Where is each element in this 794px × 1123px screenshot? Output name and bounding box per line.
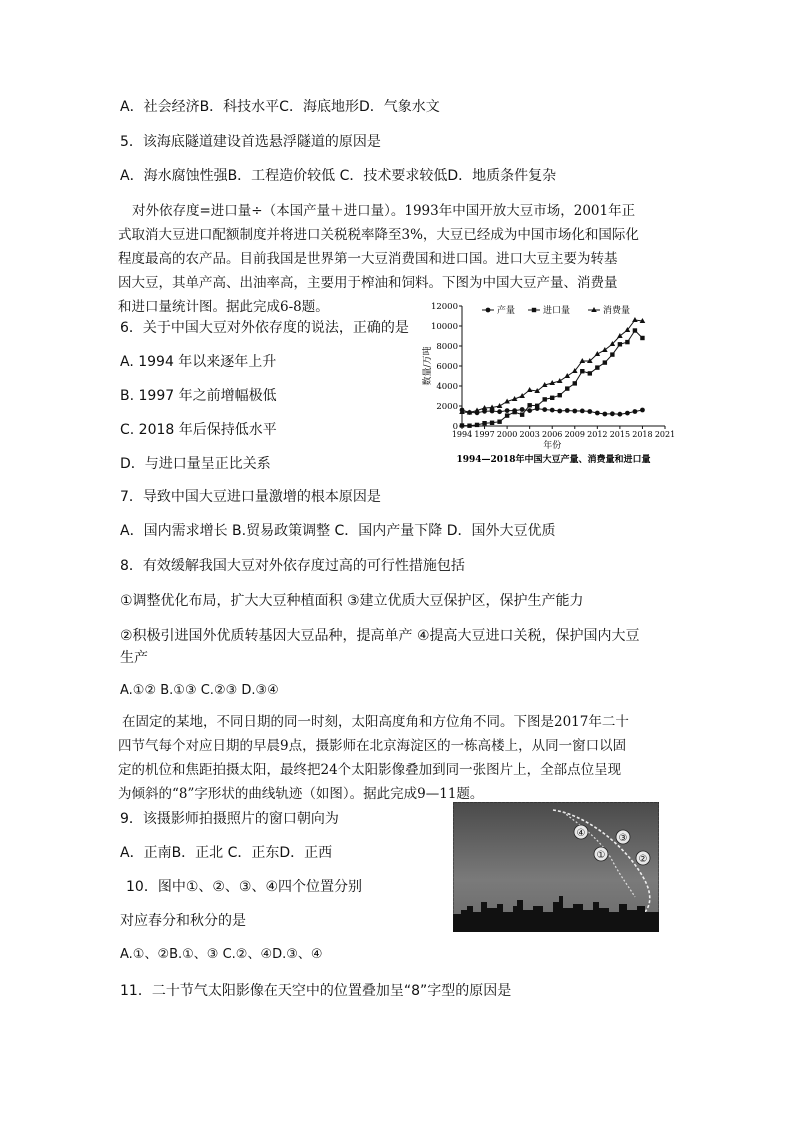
data-point-square (505, 413, 509, 417)
q5-stem: 5．该海底隧道建设首选悬浮隧道的原因是 (120, 134, 381, 150)
data-point-triangle (632, 317, 638, 322)
data-point-square (610, 352, 614, 356)
chart-title: 1994—2018年中国大豆产量、消费量和进口量 (456, 455, 651, 465)
passage-line: 定的机位和焦距拍摄太阳，最终把24个太阳影像叠加到同一张图片上，全部点位呈现 (118, 762, 622, 778)
data-point-square (603, 360, 607, 364)
x-tick-label: 1997 (474, 430, 495, 439)
data-point-circle (520, 407, 525, 412)
passage-sun (118, 710, 678, 806)
data-point-circle (640, 408, 645, 413)
analemma-photo (453, 802, 659, 932)
data-point-circle (580, 409, 585, 414)
data-point-circle (565, 408, 570, 413)
x-tick-label: 2018 (632, 430, 653, 439)
data-point-circle (505, 408, 510, 413)
data-point-square (625, 340, 629, 344)
photo-label-3: ③ (618, 833, 628, 844)
q8-options: A.①② B.①③ C.②③ D.③④ (120, 683, 279, 698)
y-axis-label: 数量/万吨 (423, 346, 433, 386)
data-point-circle (550, 408, 555, 413)
passage-line: 四节气每个对应日期的早晨9点，摄影师在北京海淀区的一栋高楼上，从同一窗口以固 (118, 738, 627, 754)
data-point-square (543, 397, 547, 401)
q6-option-a: A. 1994 年以来逐年上升 (120, 354, 277, 370)
data-point-circle (625, 411, 630, 416)
q10-stem: 10．图中①、②、③、④四个位置分别 (126, 879, 363, 895)
data-point-square (595, 365, 599, 369)
q10-stem-cont: 对应春分和秋分的是 (120, 913, 246, 929)
data-point-square (580, 369, 584, 373)
x-tick-label: 2015 (609, 430, 631, 439)
q4-options: A．社会经济B．科技水平C．海底地形D．气象水文 (120, 99, 440, 115)
data-point-triangle (617, 333, 623, 338)
y-tick-label: 8000 (436, 342, 458, 352)
passage-line: 为倾斜的“8”字形状的曲线轨迹（如图）。据此完成9—11题。 (118, 786, 484, 802)
x-axis-label: 年份 (543, 441, 562, 451)
data-point-square (565, 386, 569, 390)
legend-label: 产量 (497, 306, 516, 316)
data-point-circle (527, 408, 532, 413)
passage-line: 在固定的某地，不同日期的同一时刻，太阳高度角和方位角不同。下图是2017年二十 (122, 714, 629, 730)
passage-line: 对外依存度=进口量÷（本国产量＋进口量）。1993年中国开放大豆市场，2001年正 (132, 203, 636, 219)
passage-line: 式取消大豆进口配额制度并将进口关税税率降至3%，大豆已经成为中国市场化和国际化 (118, 227, 639, 243)
data-point-triangle (497, 403, 503, 408)
x-tick-label: 2000 (496, 430, 518, 439)
q11-stem: 11．二十节气太阳影像在天空中的位置叠加呈“8”字型的原因是 (120, 983, 512, 999)
soybean-chart (420, 298, 682, 470)
x-tick-label: 2021 (654, 430, 676, 439)
data-point-square (535, 404, 539, 408)
q7-options: A．国内需求增长 B.贸易政策调整 C．国内产量下降 D．国外大豆优质 (120, 523, 556, 539)
photo-label-2: ② (638, 854, 648, 865)
data-point-square (482, 421, 486, 425)
data-point-triangle (527, 387, 533, 392)
data-point-circle (587, 409, 592, 414)
data-point-square (618, 342, 622, 346)
x-tick-label: 2012 (587, 430, 608, 439)
data-point-triangle (602, 347, 608, 352)
q5-options: A．海水腐蚀性强B．工程造价较低 C．技术要求较低D．地质条件复杂 (120, 168, 557, 184)
photo-label-1: ① (596, 850, 606, 861)
data-point-circle (557, 409, 562, 414)
data-point-square (467, 424, 471, 428)
q6-option-c: C. 2018 年后保持低水平 (120, 422, 277, 438)
legend-label: 消费量 (603, 306, 631, 316)
data-point-square (490, 421, 494, 425)
y-tick-label: 10000 (430, 322, 458, 332)
y-tick-label: 0 (452, 422, 458, 432)
passage-line: 因大豆，其单产高、出油率高，主要用于榨油和饲料。下图为中国大豆产量、消费量 (118, 275, 618, 291)
data-point-square (460, 423, 464, 427)
data-point-circle (572, 409, 577, 414)
passage-line: 程度最高的农产品。目前我国是世界第一大豆消费国和进口国。进口大豆主要为转基 (118, 251, 618, 267)
x-tick-label: 2009 (564, 430, 585, 439)
data-point-square (558, 393, 562, 397)
data-point-square (512, 410, 516, 414)
q8-measure-line2: ②积极引进国外优质转基因大豆品种，提高单产 ④提高大豆进口关税，保护国内大豆 (120, 628, 640, 644)
data-point-circle (497, 409, 502, 414)
data-point-triangle (519, 393, 525, 398)
y-tick-label: 2000 (436, 402, 458, 412)
q9-options: A．正南B．正北 C．正东D．正西 (120, 845, 333, 861)
data-point-square (475, 423, 479, 427)
data-point-square (573, 381, 577, 385)
legend-marker-circle (486, 308, 491, 313)
data-point-square (640, 336, 644, 340)
photo-label-4: ④ (576, 828, 586, 839)
data-point-square (550, 396, 554, 400)
data-point-square (497, 420, 501, 424)
data-point-circle (617, 412, 622, 417)
data-point-square (588, 371, 592, 375)
q10-options: A.①、②B.①、③ C.②、④D.③、④ (120, 947, 323, 962)
data-point-square (520, 413, 524, 417)
data-point-circle (595, 411, 600, 416)
q8-measure-line2-cont: 生产 (120, 650, 148, 666)
q7-stem: 7．导致中国大豆进口量激增的根本原因是 (120, 489, 381, 505)
data-point-triangle (564, 373, 570, 378)
y-tick-label: 4000 (436, 382, 458, 392)
legend-marker-square (532, 308, 536, 312)
x-tick-label: 2003 (519, 430, 540, 439)
q9-stem: 9．该摄影师拍摄照片的窗口朝向为 (120, 811, 339, 827)
y-tick-label: 6000 (436, 362, 458, 372)
q6-option-b: B. 1997 年之前增幅极低 (120, 388, 277, 404)
x-tick-label: 1994 (451, 430, 473, 439)
legend-label: 进口量 (543, 306, 571, 316)
data-point-square (633, 328, 637, 332)
q8-stem: 8．有效缓解我国大豆对外依存度过高的可行性措施包括 (120, 558, 465, 574)
data-point-circle (610, 411, 615, 416)
passage-line: 和进口量统计图。据此完成6-8题。 (118, 299, 329, 315)
data-point-circle (542, 407, 547, 412)
q6-stem: 6．关于中国大豆对外依存度的说法，正确的是 (120, 320, 409, 336)
x-tick-label: 2006 (542, 430, 563, 439)
data-point-square (527, 403, 531, 407)
data-point-triangle (557, 378, 563, 383)
data-point-circle (602, 412, 607, 417)
data-point-circle (633, 409, 638, 414)
q6-option-d: D．与进口量呈正比关系 (120, 456, 271, 472)
q8-measure-line1: ①调整优化布局，扩大大豆种植面积 ③建立优质大豆保护区，保护生产能力 (120, 593, 584, 609)
y-tick-label: 12000 (430, 302, 458, 312)
